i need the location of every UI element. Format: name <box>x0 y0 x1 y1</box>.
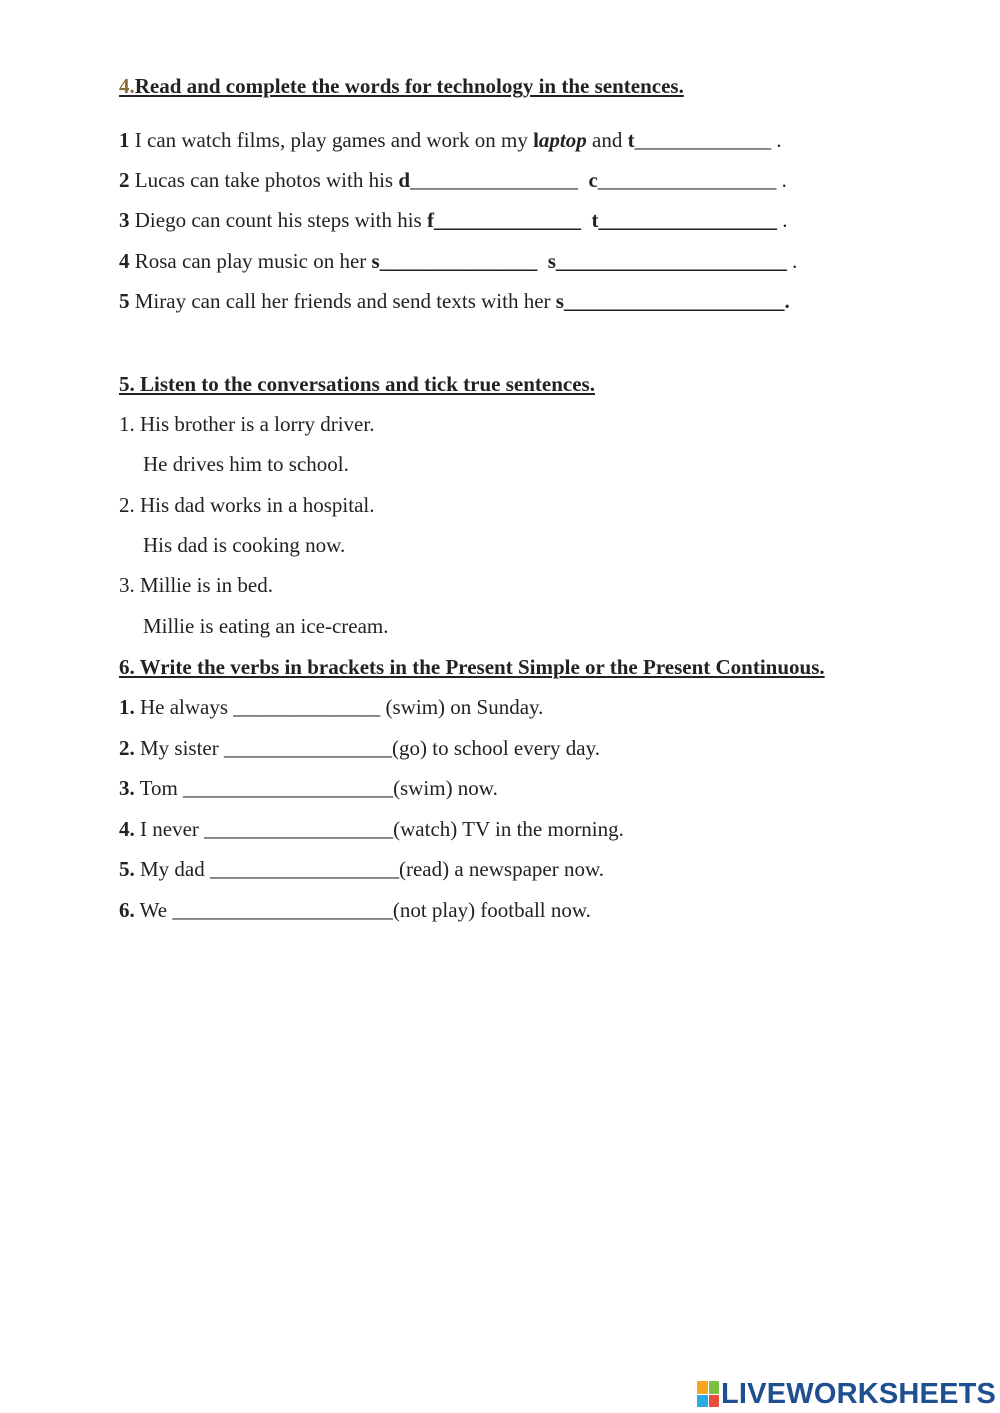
liveworksheets-logo-icon <box>697 1381 719 1407</box>
liveworksheets-logo <box>697 1378 996 1410</box>
section-4-heading: 4.Read and complete the words for technology in the sentences. <box>119 74 684 98</box>
section-6-item[interactable]: 5. My dad __________________(read) a newspaper now. <box>119 857 605 881</box>
section-4-item-1: 1 I can watch films, play games and work on my laptop and t_____________ . <box>119 128 782 152</box>
logo-mark-tile <box>709 1395 720 1408</box>
logo-mark-tile <box>697 1381 708 1394</box>
section-5-sentence[interactable]: His dad is cooking now. <box>143 533 346 557</box>
section-4-item-3: 3 Diego can count his steps with his f______________ t_________________ . <box>119 208 788 232</box>
answer-blank[interactable]: f______________ <box>426 208 581 232</box>
logo-mark-tile <box>697 1395 708 1408</box>
section-4-item-4: 4 Rosa can play music on her s_______________ s______________________ . <box>119 249 798 273</box>
section-5-sentence[interactable]: He drives him to school. <box>143 452 349 476</box>
section-5-question: 3. Millie is in bed. <box>119 573 273 597</box>
answer-blank[interactable]: ________________ <box>410 168 579 192</box>
section-5-sentence[interactable]: Millie is eating an ice-cream. <box>143 614 389 638</box>
logo-mark-tile <box>709 1381 720 1394</box>
section-5-question: 2. His dad works in a hospital. <box>119 493 375 517</box>
section-6-heading: 6. Write the verbs in brackets in the Present Simple or the Present Continuous. <box>119 655 825 679</box>
answer-blank[interactable]: t_________________ <box>591 208 777 232</box>
section-6-item[interactable]: 2. My sister ________________(go) to school every day. <box>119 736 600 760</box>
answer-blank[interactable]: _________________ <box>597 168 777 192</box>
section-6-item[interactable]: 1. He always ______________ (swim) on Sunday. <box>119 695 544 719</box>
section-5-question: 1. His brother is a lorry driver. <box>119 412 375 436</box>
section-6-item[interactable]: 4. I never __________________(watch) TV in the morning. <box>119 817 624 841</box>
section-4-item-5: 5 Miray can call her friends and send texts with her s_____________________. <box>119 289 790 313</box>
section-6-item[interactable]: 6. We _____________________(not play) football now. <box>119 898 591 922</box>
answer-blank[interactable]: _____________ <box>634 128 772 152</box>
section-6-item[interactable]: 3. Tom ____________________(swim) now. <box>119 776 498 800</box>
answer-blank[interactable]: s______________________ <box>547 249 787 273</box>
section-5-heading: 5. Listen to the conversations and tick true sentences. <box>119 372 595 396</box>
answer-blank[interactable]: s_____________________. <box>555 289 790 313</box>
logo-text: LIVEWORKSHEETS <box>721 1377 997 1410</box>
section-4-item-2: 2 Lucas can take photos with his d________________ c_________________ . <box>119 168 787 192</box>
answer-blank[interactable]: s_______________ <box>371 249 538 273</box>
